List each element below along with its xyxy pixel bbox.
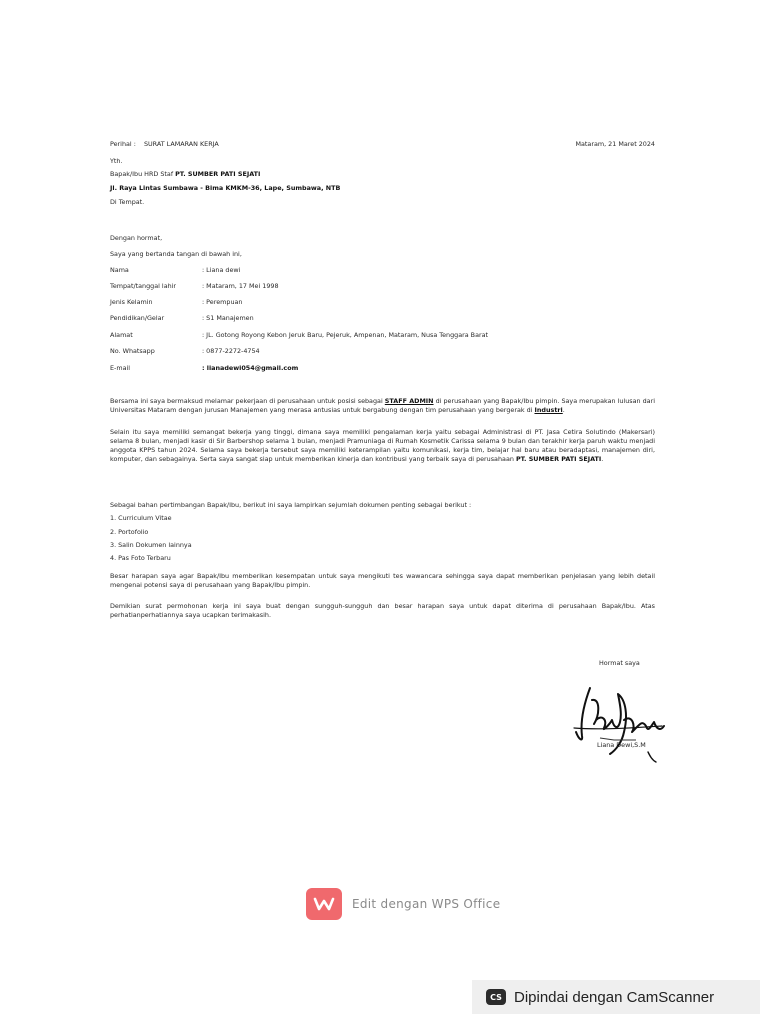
- paragraph-text: di perusahaan yang Bapak/Ibu pimpin. Saya merupakan lulusan dari Universitas Mataram dengan jurusan Manajemen yang merasa antusias untuk bergabung dengan tim perusahaan yang bergerak di: [110, 397, 655, 414]
- field-label: Alamat: [110, 331, 133, 339]
- field-value: : JL. Gotong Royong Kebon Jeruk Baru, Pejeruk, Ampenan, Mataram, Nusa Tenggara Barat: [202, 331, 489, 339]
- camscanner-text: Dipindai dengan CamScanner: [514, 988, 715, 1006]
- field-value: : Liana dewi: [202, 266, 241, 274]
- wps-logo-icon: [306, 888, 342, 920]
- field-nama: [110, 266, 655, 275]
- position-name: STAFF ADMIN: [384, 397, 434, 405]
- camscanner-logo-icon: CS: [486, 989, 506, 1005]
- recipient-company: PT. SUMBER PATI SEJATI: [175, 170, 261, 178]
- paragraph-application: [110, 397, 655, 415]
- intro-line: Saya yang bertanda tangan di bawah ini,: [110, 250, 242, 258]
- recipient-line1: [110, 170, 260, 179]
- attachment-item: 4. Pas Foto Terbaru: [110, 554, 171, 562]
- paragraph-hope: Besar harapan saya agar Bapak/Ibu memberikan kesempatan untuk saya mengikuti tes wawancara sehingga saya dapat memberikan penjelasan yang lebih detail mengenai potensi saya di perusahaan yang Bapak/Ibu pimpin.: [110, 572, 655, 589]
- greeting: Dengan hormat,: [110, 234, 163, 242]
- recipient-address: Jl. Raya Lintas Sumbawa - Bima KMKM-36, Lape, Sumbawa, NTB: [110, 184, 341, 192]
- paragraph-text: Bersama ini saya bermaksud melamar pekerjaan di perusahaan untuk posisi sebagai: [110, 397, 383, 405]
- attachment-item: 3. Salin Dokumen lainnya: [110, 541, 192, 549]
- field-email: [110, 364, 655, 373]
- field-value: : Mataram, 17 Mei 1998: [202, 282, 279, 290]
- field-label: Pendidikan/Gelar: [110, 314, 165, 322]
- field-ttl: [110, 282, 655, 291]
- field-label: Tempat/tanggal lahir: [110, 282, 177, 290]
- field-label: No. Whatsapp: [110, 347, 155, 355]
- wps-text: Edit dengan WPS Office: [352, 897, 501, 911]
- subject-label: Perihal :: [110, 140, 136, 148]
- subject-value: SURAT LAMARAN KERJA: [143, 140, 219, 148]
- wps-watermark: [306, 888, 500, 920]
- closing-salutation: Hormat saya: [599, 659, 640, 667]
- field-education: [110, 314, 655, 323]
- paragraph-text: Selain itu saya memiliki semangat bekerja yang tinggi, dimana saya memiliki pengalaman kerja yaitu sebagai Administrasi di PT. Jasa Cetira Solutindo (Makersari) selama 8 bulan, menjadi kasir di Sir Barbershop selama 1 bulan, menjadi Pramuniaga di Rumah Kosmetik Carissa selama 9 bulan dan terakhir kerja paruh waktu menjadi anggota KPPS tahun 2024. Selama saya bekerja tersebut saya memiliki keterampilan yaitu komunikasi, kerja tim, belajar hal baru atau beradaptasi, manajemen diri, komputer, dan sebagainya. Serta saya sangat siap untuk memberikan kinerja dan kontribusi yang terbaik saya di perusahaan: [110, 428, 655, 463]
- field-gender: [110, 298, 655, 307]
- field-label: E-mail: [110, 364, 131, 372]
- camscanner-badge: [472, 980, 760, 1014]
- subject-line: [110, 140, 219, 149]
- attachments-intro: Sebagai bahan pertimbangan Bapak/Ibu, berikut ini saya lampirkan sejumlah dokumen penting sebagai berikut :: [110, 501, 472, 509]
- field-value: : S1 Manajemen: [202, 314, 254, 322]
- paragraph-text: .: [562, 406, 565, 414]
- place-date: Mataram, 21 Maret 2024: [575, 140, 655, 148]
- field-value: : 0877-2272-4754: [202, 347, 260, 355]
- field-value: : lianadewi054@gmail.com: [202, 364, 299, 372]
- company-name: PT. SUMBER PATI SEJATI: [515, 455, 602, 463]
- industry-name: Industri: [534, 406, 563, 414]
- paragraph-text: .: [601, 455, 604, 463]
- field-value: : Perempuan: [202, 298, 243, 306]
- attachment-item: 1. Curriculum Vitae: [110, 514, 172, 522]
- field-whatsapp: [110, 347, 655, 356]
- recipient-yth: Yth.: [110, 157, 123, 165]
- paragraph-closing: Demikian surat permohonan kerja ini saya buat dengan sungguh-sungguh dan besar harapan saya untuk dapat diterima di perusahaan Bapak/Ibu. Atas perhatianperhatiannya saya ucapkan terimakasih.: [110, 602, 655, 619]
- recipient-prefix: Bapak/Ibu HRD Staf: [110, 170, 174, 178]
- attachment-item: 2. Portofolio: [110, 528, 149, 536]
- field-label: Nama: [110, 266, 129, 274]
- field-label: Jenis Kelamin: [110, 298, 153, 306]
- field-address: [110, 331, 655, 340]
- signature-name-mark: Liana Dewi,S.M: [597, 741, 646, 749]
- signature-graphic: [570, 680, 670, 768]
- recipient-place: Di Tempat.: [110, 198, 145, 206]
- paragraph-experience: [110, 428, 655, 464]
